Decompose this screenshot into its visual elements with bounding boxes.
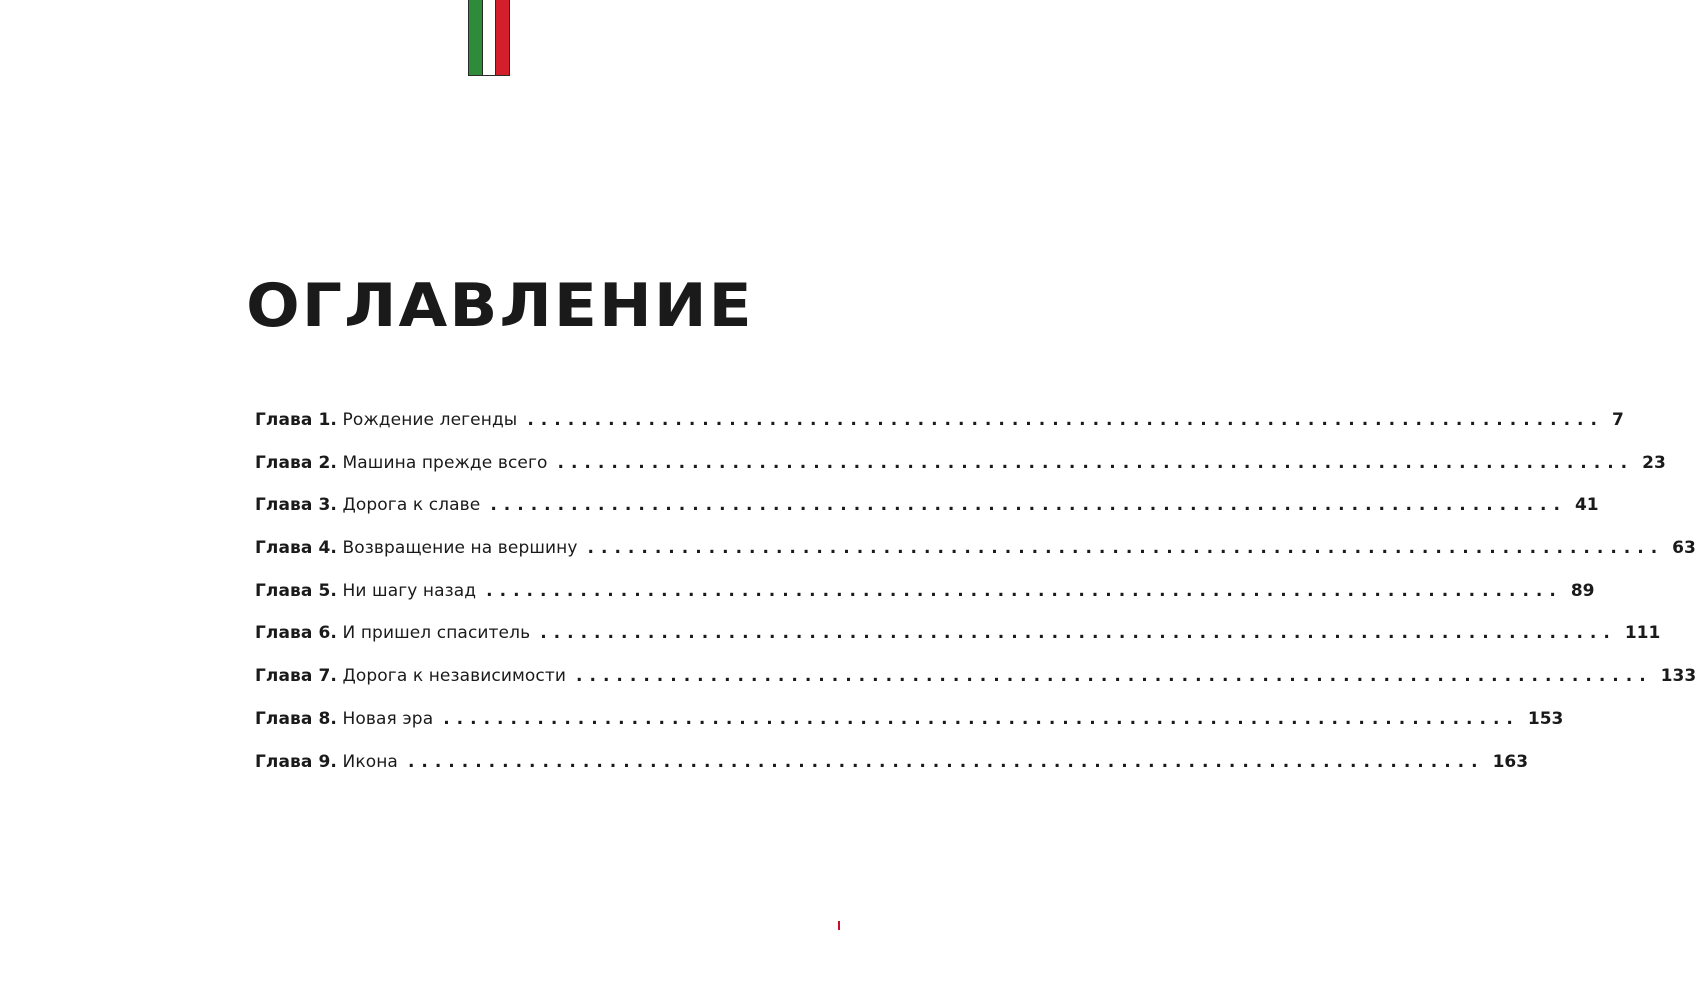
toc-page-number: 41 [1574, 495, 1599, 516]
toc-page-number: 7 [1611, 410, 1624, 430]
toc-chapter-number: Глава 3. [255, 495, 337, 516]
toc-entry-2[interactable] [255, 452, 1666, 496]
toc-page-number: 23 [1642, 452, 1666, 473]
toc-entry-5[interactable] [255, 580, 1595, 624]
toc-leader-dots: ................................................................................ [490, 495, 1567, 516]
toc-entry-label [255, 752, 398, 772]
table-of-contents [255, 410, 1696, 794]
toc-chapter-number: Глава 1. [255, 410, 337, 430]
toc-chapter-number: Глава 2. [255, 452, 337, 473]
toc-entry-label [255, 495, 480, 515]
flag-band-white [482, 0, 496, 75]
toc-leader-dots: ................................................................................ [443, 708, 1520, 729]
page-title: ОГЛАВЛЕНИЕ [246, 271, 754, 342]
toc-entry-6[interactable] [255, 623, 1661, 666]
toc-chapter-number: Глава 8. [255, 708, 337, 729]
toc-chapter-number: Глава 5. [255, 580, 337, 601]
toc-entry-7[interactable] [255, 666, 1696, 709]
toc-entry-label [255, 666, 566, 686]
flag-band-green [469, 0, 482, 75]
toc-page-number: 89 [1570, 580, 1595, 601]
toc-leader-dots: ................................................................................ [587, 538, 1665, 559]
toc-entry-9[interactable] [255, 751, 1529, 795]
toc-chapter-title: Возвращение на вершину [342, 538, 578, 559]
toc-chapter-title: Машина прежде всего [342, 452, 548, 473]
toc-entry-label [255, 410, 517, 430]
toc-leader-dots: ................................................................................ [486, 580, 1563, 601]
toc-entry-3[interactable] [255, 495, 1599, 538]
toc-entry-8[interactable] [255, 708, 1564, 752]
page-marker [838, 921, 840, 930]
toc-leader-dots: ................................................................................ [576, 666, 1653, 687]
toc-chapter-number: Глава 9. [255, 751, 337, 772]
toc-entry-4[interactable] [255, 538, 1696, 581]
toc-entry-label [255, 709, 433, 729]
flag-band-red [495, 0, 509, 75]
toc-leader-dots: ................................................................................ [407, 751, 1485, 772]
toc-entry-label [255, 453, 548, 473]
toc-page-number: 111 [1624, 623, 1661, 644]
toc-page-number: 163 [1492, 751, 1529, 772]
toc-entry-label [255, 623, 530, 643]
toc-chapter-title: Рождение легенды [342, 410, 518, 430]
toc-chapter-title: Икона [342, 751, 398, 772]
toc-chapter-title: Новая эра [342, 708, 434, 729]
toc-chapter-number: Глава 7. [255, 666, 337, 687]
toc-chapter-title: Дорога к славе [342, 495, 481, 516]
toc-entry-1[interactable] [255, 410, 1624, 453]
toc-page-number: 63 [1672, 538, 1696, 559]
toc-chapter-number: Глава 6. [255, 623, 337, 644]
toc-entry-label [255, 538, 578, 558]
toc-leader-dots: ................................................................................ [540, 623, 1617, 644]
toc-entry-label [255, 581, 476, 601]
toc-chapter-title: Ни шагу назад [342, 580, 477, 601]
italian-flag-ribbon [468, 0, 510, 76]
toc-chapter-number: Глава 4. [255, 538, 337, 559]
toc-chapter-title: Дорога к независимости [342, 666, 567, 687]
toc-page-number: 133 [1660, 666, 1696, 687]
toc-leader-dots: ................................................................................ [527, 410, 1604, 430]
toc-leader-dots: ................................................................................ [557, 452, 1635, 473]
toc-page-number: 153 [1527, 708, 1564, 729]
toc-chapter-title: И пришел спаситель [342, 623, 531, 644]
